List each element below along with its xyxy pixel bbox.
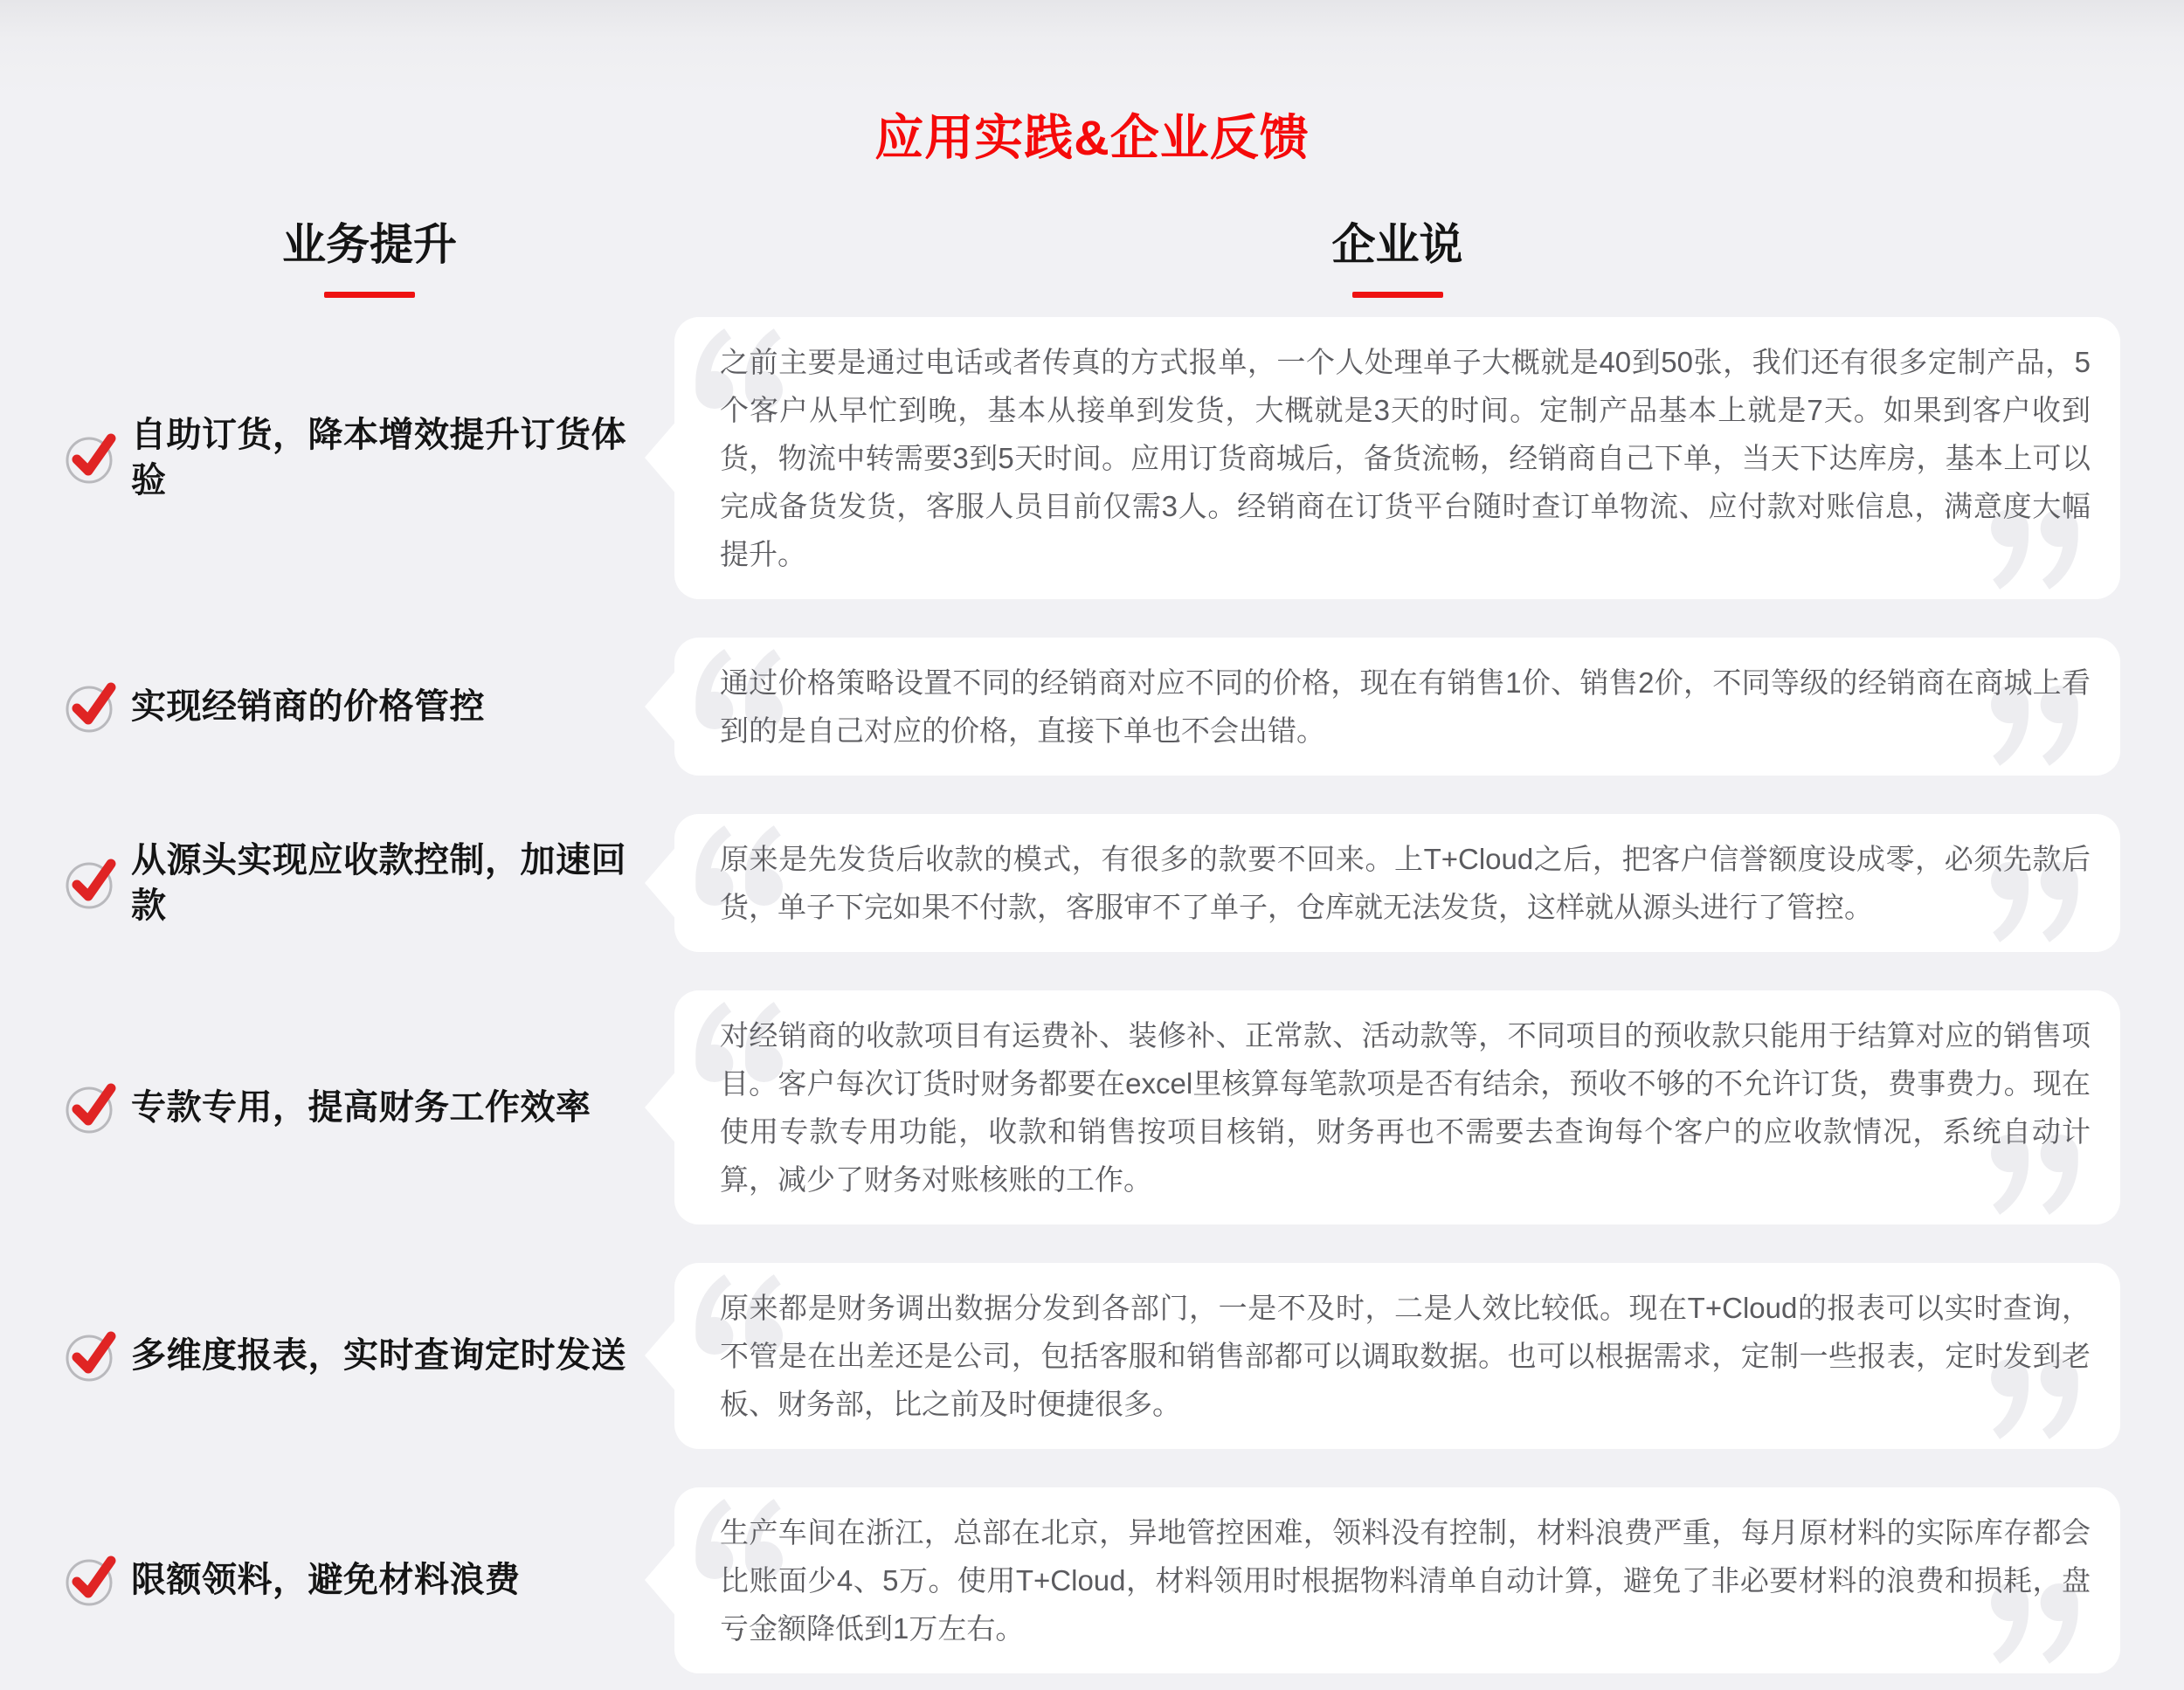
left-column-header bbox=[65, 220, 674, 298]
quote-text: 通过价格策略设置不同的经销商对应不同的价格，现在有销售1价、销售2价，不同等级的经销商在商城上看到的是自己对应的价格，直接下单也不会出错。 bbox=[720, 666, 2091, 747]
benefit-item bbox=[65, 412, 674, 503]
benefit-label: 多维度报表，实时查询定时发送 bbox=[131, 1336, 626, 1376]
quote-card bbox=[674, 814, 2120, 952]
benefit-label: 专款专用，提高财务工作效率 bbox=[131, 1087, 591, 1127]
benefit-label: 限额领料，避免材料浪费 bbox=[131, 1561, 521, 1600]
quote-text: 之前主要是通过电话或者传真的方式报单，一个人处理单子大概就是40到50张，我们还有很多定制产品，5个客户从早忙到晚，基本从接单到发货，大概就是3天的时间。定制产品基本上就是7天。如果到客户收到货，物流中转需要3到5天时间。应用订货商城后，备货流畅，经销商自己下单，当天下达库房，基本上可以完成备货发货，客服人员目前仅需3人。经销商在订货平台随时查订单物流、应付款对账信息，满意度大幅提升。 bbox=[720, 345, 2091, 570]
red-check-in-circle-icon bbox=[65, 1553, 119, 1607]
quote-card bbox=[674, 990, 2120, 1224]
quote-text: 对经销商的收款项目有运费补、装修补、正常款、活动款等，不同项目的预收款只能用于结算对应的销售项目。客户每次订货时财务都要在excel里核算每笔款项是否有结余，预收不够的不允许订货，费事费力。现在使用专款专用功能，收款和销售按项目核销，财务再也不需要去查询每个客户的应收款情况，系统自动计算，减少了财务对账核账的工作。 bbox=[720, 1018, 2091, 1196]
quote-text: 生产车间在浙江，总部在北京，异地管控困难，领料没有控制，材料浪费严重，每月原材料的实际库存都会比账面少4、5万。使用T+Cloud，材料领用时根据物料清单自动计算，避免了非必要材料的浪费和损耗，盘亏金额降低到1万左右。 bbox=[720, 1515, 2091, 1645]
left-column-header-label: 业务提升 bbox=[282, 220, 457, 270]
feedback-row bbox=[65, 1487, 2120, 1673]
benefit-item bbox=[65, 838, 674, 928]
quote-card bbox=[674, 1263, 2120, 1449]
right-column-header-label: 企业说 bbox=[1331, 220, 1463, 270]
column-headers bbox=[0, 220, 2184, 298]
feedback-row bbox=[65, 317, 2120, 599]
red-check-in-circle-icon bbox=[65, 1328, 119, 1383]
quote-text: 原来都是财务调出数据分发到各部门，一是不及时，二是人效比较低。现在T+Cloud的报表可以实时查询，不管是在出差还是公司，包括客服和销售部都可以调取数据。也可以根据需求，定制一些报表，定时发到老板、财务部，比之前及时便捷很多。 bbox=[720, 1291, 2091, 1420]
benefit-label: 实现经销商的价格管控 bbox=[131, 686, 485, 726]
quote-card bbox=[674, 1487, 2120, 1673]
quote-text: 原来是先发货后收款的模式，有很多的款要不回来。上T+Cloud之后，把客户信誉额度设成零，必须先款后货，单子下完如果不付款，客服审不了单子，仓库就无法发货，这样就从源头进行了管控。 bbox=[720, 842, 2091, 923]
red-check-in-circle-icon bbox=[65, 431, 119, 485]
feedback-row bbox=[65, 990, 2120, 1224]
feedback-rows bbox=[0, 317, 2184, 1673]
right-header-underline bbox=[1352, 292, 1443, 298]
feedback-row bbox=[65, 1263, 2120, 1449]
feedback-row bbox=[65, 638, 2120, 776]
feedback-row bbox=[65, 814, 2120, 952]
benefit-label: 从源头实现应收款控制，加速回款 bbox=[131, 840, 626, 925]
benefit-label: 自助订货，降本增效提升订货体验 bbox=[131, 416, 626, 500]
left-header-underline bbox=[324, 292, 415, 298]
red-check-in-circle-icon bbox=[65, 1080, 119, 1135]
quote-card bbox=[674, 317, 2120, 599]
benefit-item bbox=[65, 1328, 674, 1383]
red-check-in-circle-icon bbox=[65, 856, 119, 910]
page-title: 应用实践&企业反馈 bbox=[874, 110, 1310, 165]
red-check-in-circle-icon bbox=[65, 679, 119, 734]
quote-card bbox=[674, 638, 2120, 776]
right-column-header bbox=[674, 220, 2120, 298]
benefit-item bbox=[65, 1553, 674, 1607]
benefit-item bbox=[65, 679, 674, 734]
benefit-item bbox=[65, 1080, 674, 1135]
